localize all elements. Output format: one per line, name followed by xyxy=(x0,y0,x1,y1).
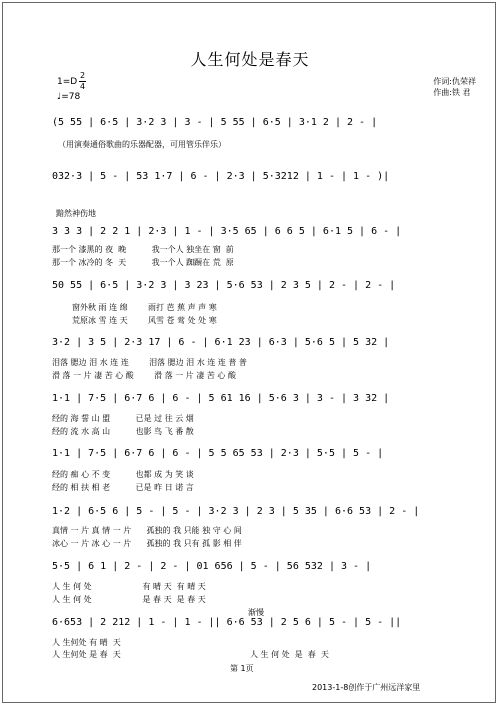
expression-mark: 黯然神伤地 xyxy=(56,209,96,218)
key-signature: 1=D xyxy=(57,77,78,87)
time-signature-bottom: 4 xyxy=(80,82,86,91)
lyric-line-5: 泪落 腮边 泪 水 连 连 泪落 腮边 泪 水 连 连 普 普 xyxy=(52,358,247,367)
lyric-line-2: 那一个 冰冷的 冬 天 我一个人 踟蹰在 荒 原 xyxy=(52,258,234,267)
composer: 作曲:铁 君 xyxy=(433,88,471,97)
credits xyxy=(433,76,476,98)
notation-row-8: 1·2 | 6·5 6 | 5 - | 5 - | 3·2 3 | 2 3 | 5 35 | 6·6 53 | 2 - | xyxy=(52,506,420,517)
lyric-line-11: 真情 一 片 真 情 一 片 孤独的 我 只能 独 守 心 间 xyxy=(52,526,242,535)
notation-row-4: 50 55 | 6·5 | 3·2 3 | 3 23 | 5·6 53 | 2 3 5 | 2 - | 2 - | xyxy=(52,280,396,291)
lyric-line-13: 人 生 何 处 有 晴 天 有 晴 天 xyxy=(52,582,206,591)
tempo-marking: ♩=78 xyxy=(57,92,81,102)
instrumentation-note: （用演奏通俗歌曲的乐器配器，可用管乐伴乐） xyxy=(58,140,226,149)
lyric-line-15: 人 生何处 有 晴 天 xyxy=(52,638,121,647)
tempo-change-mark: 渐慢 xyxy=(248,608,264,617)
notation-row-3: 3 3 3 | 2 2 1 | 2·3 | 1 - | 3·5 65 | 6 6 5 | 6·1 5 | 6 - | xyxy=(52,226,402,237)
notation-row-7: 1·1 | 7·5 | 6·7 6 | 6 - | 5 5 65 53 | 2·3 | 5·5 | 5 - | xyxy=(52,448,384,459)
lyric-line-6: 滑 落 一 片 凄 苦 心 酸 滑 落 一 片 凄 苦 心 酸 xyxy=(52,371,236,380)
lyric-line-10: 经的 相 扶 相 老 已是 昨 日 诺 言 xyxy=(52,483,194,492)
lyric-line-14: 人 生 何 处 是 春 天 是 春 天 xyxy=(52,595,206,604)
notation-row-9: 5·5 | 6 1 | 2 - | 2 - | 01 656 | 5 - | 56 532 | 3 - | xyxy=(52,561,372,572)
lyric-line-3: 窗外秋 雨 连 绵 雨打 芭 蕉 声 声 寒 xyxy=(72,303,217,312)
lyric-line-12: 冰心 一 片 冰 心 一 片 孤独的 我 只有 孤 影 相 伴 xyxy=(52,539,242,548)
lyricist: 作词:仇荣祥 xyxy=(433,77,476,86)
page-number: 第 1页 xyxy=(230,664,254,673)
notation-row-1: (5 55 | 6·5 | 3·2 3 | 3 - | 5 55 | 6·5 | 3·1 2 | 2 - | xyxy=(52,117,378,128)
lyric-line-4: 荒原冰 雪 连 天 风雪 苍 莺 处 处 寒 xyxy=(72,316,217,325)
lyric-line-17: 人 生 何 处 是 春 天 xyxy=(250,650,329,659)
lyric-line-9: 经的 痴 心 不 变 也都 成 为 笑 谈 xyxy=(52,470,194,479)
notation-row-10: 6·653 | 2 212 | 1 - | 1 - || 6·6 53 | 2 5 6 | 5 - | 5 - || xyxy=(52,617,402,628)
notation-row-6: 1·1 | 7·5 | 6·7 6 | 6 - | 5 61 16 | 5·6 3 | 3 - | 3 32 | xyxy=(52,393,390,404)
notation-row-5: 3·2 | 3 5 | 2·3 17 | 6 - | 6·1 23 | 6·3 | 5·6 5 | 5 32 | xyxy=(52,337,390,348)
lyric-line-8: 经的 流 水 高 山 也影 鸟 飞 番 散 xyxy=(52,427,194,436)
notation-row-2: 032·3 | 5 - | 53 1·7 | 6 - | 2·3 | 5·3212 | 1 - | 1 - )| xyxy=(52,171,390,182)
time-signature-top: 2 xyxy=(80,71,86,80)
lyric-line-16: 人 生何处 是 春 天 xyxy=(52,650,121,659)
lyric-line-7: 经的 海 誓 山 盟 已是 过 往 云 烟 xyxy=(52,414,194,423)
lyric-line-1: 那一个 漆黑的 夜 晚 我一个人 独坐在 窗 前 xyxy=(52,245,234,254)
creation-note: 2013-1-8创作于广州远洋家里 xyxy=(312,683,421,692)
song-title: 人生何处是春天 xyxy=(190,50,310,69)
